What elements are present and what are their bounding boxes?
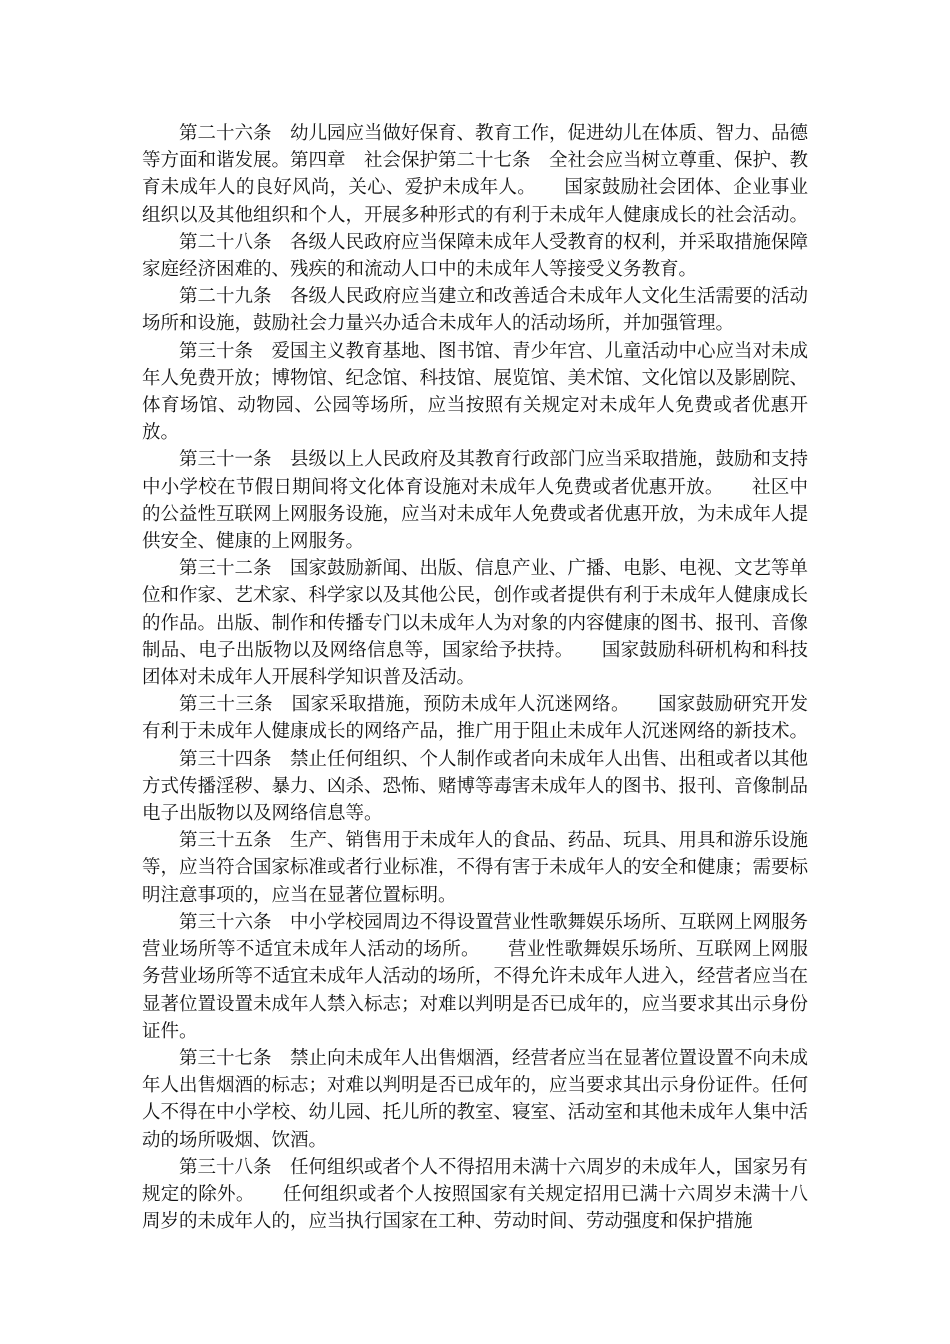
article-38-paragraph: 第三十八条 任何组织或者个人不得招用未满十六周岁的未成年人，国家另有规定的除外。 任何组织或者个人按照国家有关规定招用已满十六周岁未满十八周岁的未成年人的，应当执行国家在工种、劳动时间、劳动强度和保护措施 — [142, 1156, 809, 1233]
article-36-paragraph: 第三十六条 中小学校园周边不得设置营业性歌舞娱乐场所、互联网上网服务营业场所等不适宜未成年人活动的场所。 营业性歌舞娱乐场所、互联网上网服务营业场所等不适宜未成年人活动的场所，不得允许未成年人进入，经营者应当在显著位置设置未成年人禁入标志；对难以判明是否已成年的，应当要求其出示身份证件。 — [142, 911, 809, 1042]
article-32-paragraph: 第三十二条 国家鼓励新闻、出版、信息产业、广播、电影、电视、文艺等单位和作家、艺术家、科学家以及其他公民，创作或者提供有利于未成年人健康成长的作品。出版、制作和传播专门以未成年人为对象的内容健康的图书、报刊、音像制品、电子出版物以及网络信息等，国家给予扶持。 国家鼓励科研机构和科技团体对未成年人开展科学知识普及活动。 — [142, 558, 809, 689]
article-28-paragraph: 第二十八条 各级人民政府应当保障未成年人受教育的权利，并采取措施保障家庭经济困难的、残疾的和流动人口中的未成年人等接受义务教育。 — [142, 231, 809, 281]
article-31-paragraph: 第三十一条 县级以上人民政府及其教育行政部门应当采取措施，鼓励和支持中小学校在节假日期间将文化体育设施对未成年人免费或者优惠开放。 社区中的公益性互联网上网服务设施，应当对未成年人免费或者优惠开放，为未成年人提供安全、健康的上网服务。 — [142, 449, 809, 553]
article-29-paragraph: 第二十九条 各级人民政府应当建立和改善适合未成年人文化生活需要的活动场所和设施，鼓励社会力量兴办适合未成年人的活动场所，并加强管理。 — [142, 286, 809, 335]
article-34-paragraph: 第三十四条 禁止任何组织、个人制作或者向未成年人出售、出租或者以其他方式传播淫秽、暴力、凶杀、恐怖、赌博等毒害未成年人的图书、报刊、音像制品电子出版物以及网络信息等。 — [142, 748, 809, 825]
article-30-paragraph: 第三十条 爱国主义教育基地、图书馆、青少年宫、儿童活动中心应当对未成年人免费开放；博物馆、纪念馆、科技馆、展览馆、美术馆、文化馆以及影剧院、体育场馆、动物园、公园等场所，应当按照有关规定对未成年人免费或者优惠开放。 — [142, 340, 809, 444]
article-26-paragraph: 第二十六条 幼儿园应当做好保育、教育工作，促进幼儿在体质、智力、品德等方面和谐发展。第四章 社会保护第二十七条 全社会应当树立尊重、保护、教育未成年人的良好风尚，关心、爱护未成年人。 国家鼓励社会团体、企业事业组织以及其他组织和个人，开展多种形式的有利于未成年人健康成长的社会活动。 — [142, 123, 809, 226]
article-33-paragraph: 第三十三条 国家采取措施，预防未成年人沉迷网络。 国家鼓励研究开发有利于未成年人健康成长的网络产品，推广用于阻止未成年人沉迷网络的新技术。 — [142, 694, 809, 743]
document-body — [142, 120, 808, 1235]
article-35-paragraph: 第三十五条 生产、销售用于未成年人的食品、药品、玩具、用具和游乐设施等，应当符合国家标准或者行业标准，不得有害于未成年人的安全和健康；需要标明注意事项的，应当在显著位置标明。 — [142, 830, 809, 906]
article-37-paragraph: 第三十七条 禁止向未成年人出售烟酒，经营者应当在显著位置设置不向未成年人出售烟酒的标志；对难以判明是否已成年的，应当要求其出示身份证件。任何人不得在中小学校、幼儿园、托儿所的教室、寝室、活动室和其他未成年人集中活动的场所吸烟、饮酒。 — [142, 1047, 809, 1151]
